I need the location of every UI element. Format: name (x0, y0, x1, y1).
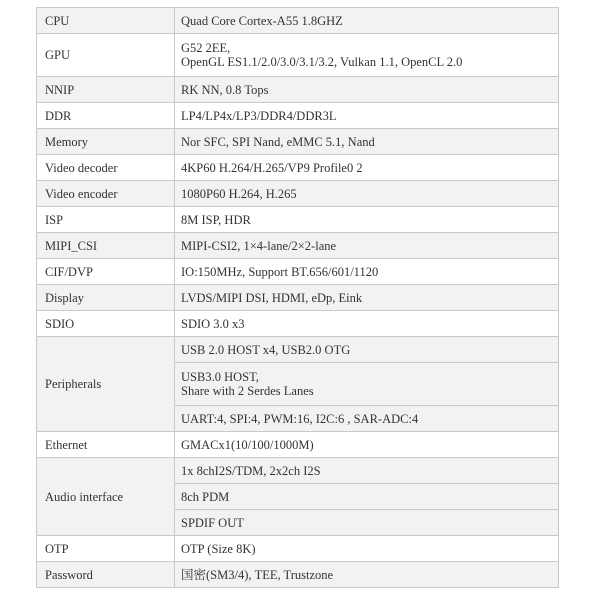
row-label: Display (37, 285, 175, 311)
row-value (175, 34, 559, 77)
value-line: LVDS/MIPI DSI, HDMI, eDp, Eink (181, 290, 363, 305)
row-value (175, 207, 559, 233)
table-row-ddr (37, 103, 559, 129)
table-row-sdio (37, 311, 559, 337)
row-value (175, 562, 559, 588)
row-value (175, 233, 559, 259)
value-line: 国密(SM3/4), TEE, Trustzone (181, 567, 334, 582)
row-value (175, 181, 559, 207)
value-line: 1080P60 H.264, H.265 (181, 186, 297, 201)
value-line: MIPI-CSI2, 1×4-lane/2×2-lane (181, 238, 337, 253)
row-value (175, 406, 559, 432)
row-value (175, 8, 559, 34)
table-row-cpu (37, 8, 559, 34)
table-row-gpu (37, 34, 559, 77)
row-value (175, 432, 559, 458)
row-label: GPU (37, 34, 175, 77)
row-value (175, 311, 559, 337)
row-label: OTP (37, 536, 175, 562)
table-row-mipi-csi (37, 233, 559, 259)
value-line: IO:150MHz, Support BT.656/601/1120 (181, 264, 379, 279)
value-line: 4KP60 H.264/H.265/VP9 Profile0 2 (181, 160, 363, 175)
value-line: RK NN, 0.8 Tops (181, 82, 269, 97)
value-line: LP4/LP4x/LP3/DDR4/DDR3L (181, 108, 337, 123)
table-row-audio-interface (37, 458, 559, 484)
row-label: MIPI_CSI (37, 233, 175, 259)
row-label: Memory (37, 129, 175, 155)
row-label: CPU (37, 8, 175, 34)
value-line: 8ch PDM (181, 489, 230, 504)
value-line: OTP (Size 8K) (181, 541, 256, 556)
table-row-video-decoder (37, 155, 559, 181)
table-row-isp (37, 207, 559, 233)
value-line: USB3.0 HOST, (181, 370, 259, 384)
spec-table (36, 7, 559, 588)
value-line: Share with 2 Serdes Lanes (181, 384, 314, 398)
table-row-memory (37, 129, 559, 155)
table-row-nnip (37, 77, 559, 103)
table-row-password (37, 562, 559, 588)
row-value (175, 103, 559, 129)
value-line: Nor SFC, SPI Nand, eMMC 5.1, Nand (181, 134, 375, 149)
row-value (175, 536, 559, 562)
value-line: Quad Core Cortex-A55 1.8GHZ (181, 13, 343, 28)
table-row-otp (37, 536, 559, 562)
row-value (175, 484, 559, 510)
value-line: 8M ISP, HDR (181, 212, 251, 227)
row-label: NNIP (37, 77, 175, 103)
row-value (175, 337, 559, 363)
table-row-peripherals (37, 337, 559, 363)
row-label: Video encoder (37, 181, 175, 207)
row-label: DDR (37, 103, 175, 129)
row-label: Password (37, 562, 175, 588)
value-line: GMACx1(10/100/1000M) (181, 437, 314, 452)
row-value (175, 285, 559, 311)
table-row-cif-dvp (37, 259, 559, 285)
row-value (175, 259, 559, 285)
value-line: OpenGL ES1.1/2.0/3.0/3.1/3.2, Vulkan 1.1, OpenCL 2.0 (181, 55, 463, 69)
value-line: G52 2EE, (181, 41, 231, 55)
value-line: SPDIF OUT (181, 515, 244, 530)
spec-table-body (37, 8, 559, 588)
row-label: Video decoder (37, 155, 175, 181)
value-line: SDIO 3.0 x3 (181, 316, 245, 331)
value-line: 1x 8chI2S/TDM, 2x2ch I2S (181, 463, 321, 478)
row-value (175, 129, 559, 155)
table-row-display (37, 285, 559, 311)
row-label: CIF/DVP (37, 259, 175, 285)
row-label: Peripherals (37, 337, 175, 432)
row-label: ISP (37, 207, 175, 233)
row-label: Audio interface (37, 458, 175, 536)
table-row-ethernet (37, 432, 559, 458)
row-value (175, 363, 559, 406)
row-value (175, 77, 559, 103)
table-row-video-encoder (37, 181, 559, 207)
row-value (175, 155, 559, 181)
row-value (175, 458, 559, 484)
value-line: USB 2.0 HOST x4, USB2.0 OTG (181, 342, 351, 357)
row-label: Ethernet (37, 432, 175, 458)
row-label: SDIO (37, 311, 175, 337)
row-value (175, 510, 559, 536)
value-line: UART:4, SPI:4, PWM:16, I2C:6 , SAR-ADC:4 (181, 411, 419, 426)
